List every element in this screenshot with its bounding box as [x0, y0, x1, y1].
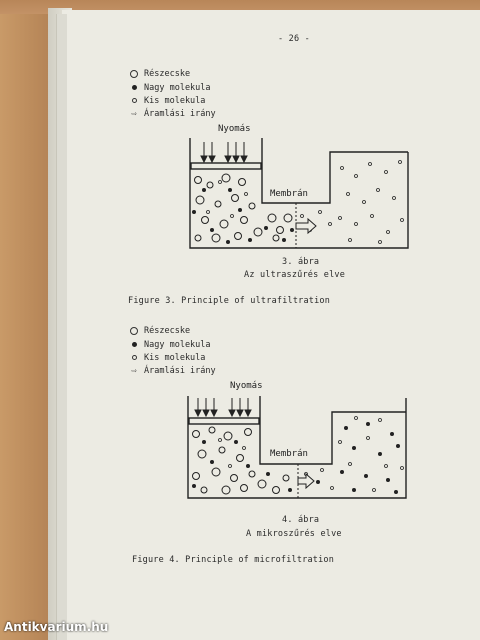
small-molecules [207, 161, 404, 244]
arrow-right-icon: ⇨ [131, 109, 137, 119]
legend-item-small-molecule: Kis molekula [128, 95, 205, 107]
fig4-caption-hu: A mikroszűrés elve [246, 529, 342, 539]
membrane-label: Membrán [270, 189, 308, 199]
small-circle-icon [128, 95, 140, 107]
legend-item-particle: Részecske [128, 325, 190, 337]
page-number: - 26 - [278, 34, 310, 44]
fig3-caption-en: Figure 3. Principle of ultrafiltration [128, 296, 331, 306]
filled-dot-icon [128, 82, 140, 94]
pressure-arrows [195, 398, 251, 416]
open-circle-icon [128, 325, 140, 337]
flow-arrow [298, 474, 314, 488]
legend-item-particle: Részecske [128, 68, 190, 80]
fig4-number: 4. ábra [282, 515, 320, 525]
pressure-arrows [201, 142, 247, 162]
microfiltration-diagram [182, 378, 422, 503]
open-circle-icon [128, 68, 140, 80]
ultrafiltration-diagram [180, 120, 420, 255]
small-circle-icon [128, 352, 140, 364]
flow-arrow [296, 219, 316, 233]
pressure-label: Nyomás [218, 124, 251, 134]
document-page [62, 10, 480, 640]
particles [193, 427, 290, 494]
legend-item-large-molecule: Nagy molekula [128, 82, 211, 94]
fig4-caption-en: Figure 4. Principle of microfiltration [132, 555, 335, 565]
legend-item-flow-direction: ⇨ Áramlási irány [128, 365, 216, 377]
binding-strip [56, 14, 67, 640]
arrow-right-icon: ⇨ [131, 366, 137, 376]
legend-item-large-molecule: Nagy molekula [128, 339, 211, 351]
particles [195, 174, 293, 242]
fig3-caption-hu: Az ultraszűrés elve [244, 270, 346, 280]
legend-item-small-molecule: Kis molekula [128, 352, 205, 364]
pressure-label: Nyomás [230, 381, 263, 391]
watermark: Antikvarium.hu [4, 620, 109, 634]
fig3-number: 3. ábra [282, 257, 320, 267]
filled-dot-icon [128, 339, 140, 351]
legend-item-flow-direction: ⇨ Áramlási irány [128, 108, 216, 120]
membrane-label: Membrán [270, 449, 308, 459]
